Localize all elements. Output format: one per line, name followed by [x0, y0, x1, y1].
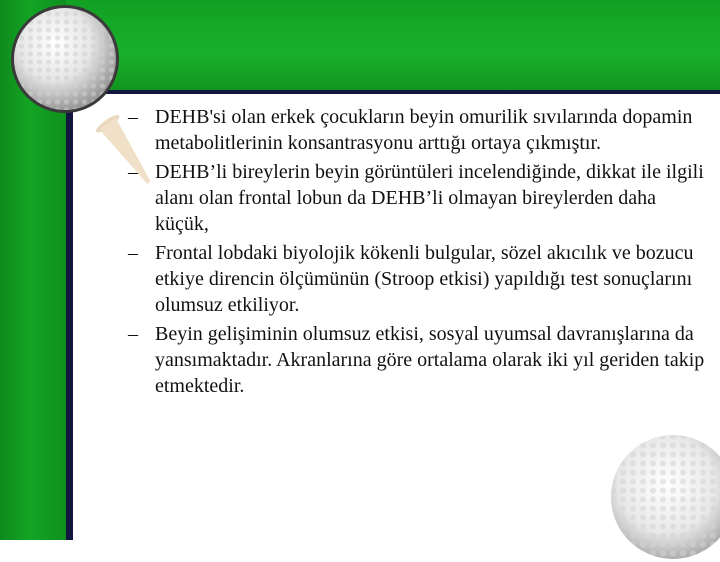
bullet-text: Frontal lobdaki biyolojik kökenli bulgular, sözel akıcılık ve bozucu etkiye direncin ölçümünün (Stroop etkisi) yapıldığı test sonuçlarını olumsuz etkiliyor.	[155, 242, 694, 316]
list-item	[128, 104, 712, 156]
list-item	[128, 321, 712, 399]
bullet-text: Beyin gelişiminin olumsuz etkisi, sosyal uyumsal davranışlarına da yansımaktadır. Akranlarına göre ortalama olarak iki yıl geriden takip etmektedir.	[155, 323, 705, 397]
list-item	[128, 240, 712, 318]
list-item	[128, 159, 712, 237]
bullet-text: DEHB’li bireylerin beyin görüntüleri incelendiğinde, dikkat ile ilgili alanı olan frontal lobun da DEHB’li olmayan bireylerden daha küçük,	[155, 161, 704, 235]
bullet-dash: –	[128, 323, 138, 345]
golf-ball-icon	[608, 432, 720, 562]
bullet-text: DEHB'si olan erkek çocukların beyin omurilik sıvılarında dopamin metabolitlerinin konsantrasyonu arttığı ortaya çıkmıştır.	[155, 106, 693, 154]
bullet-dash: –	[128, 161, 138, 183]
top-green-band	[66, 0, 720, 90]
bullet-dash: –	[128, 106, 138, 128]
bullet-list	[128, 104, 712, 402]
bullet-dash: –	[128, 242, 138, 264]
top-band-edge	[66, 90, 720, 94]
golf-ball-icon	[8, 2, 122, 116]
